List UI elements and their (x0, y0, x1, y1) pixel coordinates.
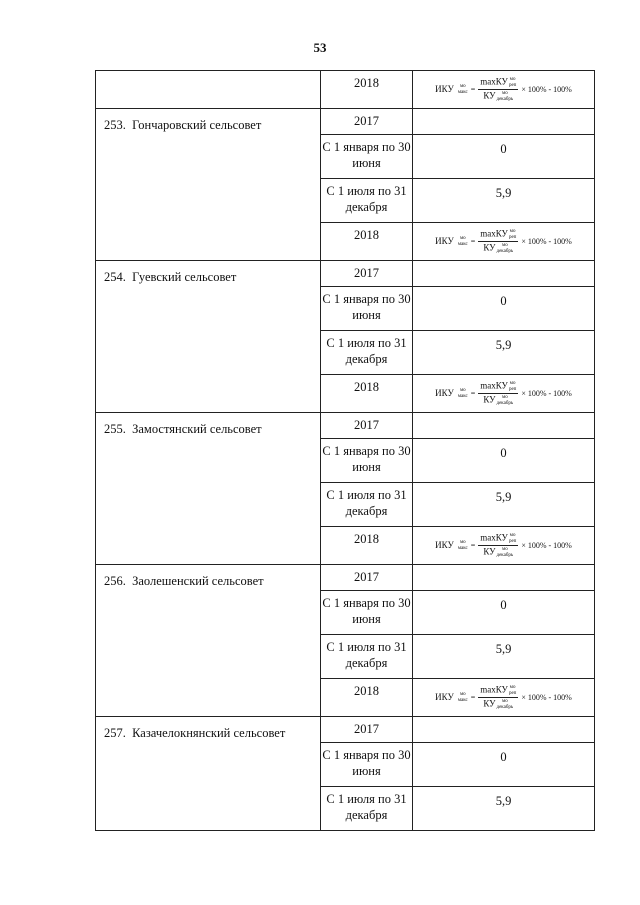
period-label: 2018 (354, 684, 379, 698)
formula-lhs-scripts (458, 540, 468, 551)
period-label: 2018 (354, 380, 379, 394)
formula-den-text: КУ (483, 242, 496, 253)
formula-lhs-scripts (458, 692, 468, 703)
formula-den-sup: мо (502, 699, 508, 704)
period-cell (321, 787, 413, 831)
formula-num-text: maxКУ (480, 684, 508, 695)
formula-den-sup: мо (502, 243, 508, 248)
formula-lhs-sup: мо (459, 692, 466, 697)
settlement-name: 257. Казачелокнянский сельсовет (104, 726, 286, 740)
empty-cell (413, 717, 595, 743)
formula-den-text: КУ (483, 698, 496, 709)
index-value-cell (413, 591, 595, 635)
index-value-cell (413, 483, 595, 527)
period-cell (321, 413, 413, 439)
formula-denominator (481, 546, 515, 558)
formula-lhs-sub: макс (457, 697, 468, 703)
index-value: 5,9 (495, 642, 512, 656)
formula-denominator (481, 698, 515, 710)
period-label: 2018 (354, 532, 379, 546)
period-label: 2018 (354, 76, 379, 90)
max-index-formula (435, 533, 572, 558)
index-value-cell (413, 635, 595, 679)
max-index-formula (435, 685, 572, 710)
formula-cell (413, 375, 595, 413)
formula-lhs-scripts (458, 388, 468, 399)
table-body (96, 71, 595, 831)
period-cell (321, 109, 413, 135)
formula-fraction (478, 685, 518, 710)
settlement-name: 254. Гуевский сельсовет (104, 270, 237, 284)
period-label: С 1 июля по 31 декабря (326, 792, 407, 822)
period-label: С 1 июля по 31 декабря (326, 488, 407, 518)
period-cell (321, 179, 413, 223)
index-value: 0 (500, 294, 507, 308)
period-label: С 1 января по 30 июня (322, 748, 411, 778)
index-value-cell (413, 787, 595, 831)
page-number: 53 (313, 40, 327, 55)
settlement-name-cell (96, 71, 321, 109)
formula-den-text: КУ (483, 394, 496, 405)
index-value-cell (413, 287, 595, 331)
formula-den-sup: мо (502, 91, 508, 96)
period-cell (321, 331, 413, 375)
formula-tail: × 100% - 100% (521, 236, 572, 246)
period-cell (321, 565, 413, 591)
empty-cell (413, 261, 595, 287)
period-cell (321, 261, 413, 287)
formula-numerator (478, 685, 518, 698)
period-cell (321, 375, 413, 413)
formula-den-scripts (497, 699, 514, 710)
formula-tail: × 100% - 100% (521, 540, 572, 550)
settlement-name-cell (96, 565, 321, 717)
formula-denominator (481, 394, 515, 406)
formula-equals: = (470, 236, 476, 246)
formula-equals: = (470, 84, 476, 94)
settlement-name: 256. Заолешенский сельсовет (104, 574, 264, 588)
formula-lhs: ИКУ (435, 236, 454, 246)
formula-numerator (478, 533, 518, 546)
formula-num-sub: реп (508, 386, 517, 392)
formula-den-text: КУ (483, 546, 496, 557)
index-value: 5,9 (495, 490, 512, 504)
index-value-cell (413, 439, 595, 483)
settlement-name-cell (96, 413, 321, 565)
empty-cell (413, 109, 595, 135)
formula-den-scripts (497, 395, 514, 406)
formula-equals: = (470, 388, 476, 398)
period-cell (321, 439, 413, 483)
formula-num-scripts (509, 77, 516, 88)
index-value-cell (413, 135, 595, 179)
index-value: 0 (500, 750, 507, 764)
formula-num-text: maxКУ (480, 228, 508, 239)
formula-cell (413, 223, 595, 261)
formula-num-scripts (509, 685, 516, 696)
formula-den-sup: мо (502, 547, 508, 552)
period-label: С 1 января по 30 июня (322, 596, 411, 626)
formula-den-sub: декабрь (496, 400, 514, 406)
formula-equals: = (470, 540, 476, 550)
formula-lhs: ИКУ (435, 388, 454, 398)
formula-num-scripts (509, 229, 516, 240)
period-cell (321, 135, 413, 179)
formula-den-sub: декабрь (496, 96, 514, 102)
formula-fraction (478, 381, 518, 406)
empty-cell (413, 565, 595, 591)
formula-lhs: ИКУ (435, 84, 454, 94)
period-cell (321, 635, 413, 679)
formula-den-scripts (497, 547, 514, 558)
formula-cell (413, 71, 595, 109)
formula-num-sup: мо (509, 381, 516, 386)
period-label: 2017 (354, 722, 379, 736)
index-value: 0 (500, 142, 507, 156)
empty-cell (413, 413, 595, 439)
formula-num-scripts (509, 533, 516, 544)
period-label: 2018 (354, 228, 379, 242)
period-cell (321, 287, 413, 331)
settlement-name-cell (96, 109, 321, 261)
period-label: С 1 июля по 31 декабря (326, 640, 407, 670)
period-label: 2017 (354, 570, 379, 584)
settlement-name-cell (96, 261, 321, 413)
tariff-table (95, 70, 595, 831)
index-value: 5,9 (495, 338, 512, 352)
period-label: 2017 (354, 266, 379, 280)
index-value-cell (413, 331, 595, 375)
formula-den-sub: декабрь (496, 552, 514, 558)
formula-den-sub: декабрь (496, 248, 514, 254)
formula-lhs-sup: мо (459, 540, 466, 545)
period-label: С 1 января по 30 июня (322, 140, 411, 170)
formula-num-text: maxКУ (480, 380, 508, 391)
period-label: С 1 января по 30 июня (322, 444, 411, 474)
formula-denominator (481, 90, 515, 102)
period-label: С 1 июля по 31 декабря (326, 336, 407, 366)
table-row (96, 413, 595, 439)
formula-num-sup: мо (509, 229, 516, 234)
formula-num-sub: реп (508, 690, 517, 696)
period-cell (321, 591, 413, 635)
formula-num-sub: реп (508, 234, 517, 240)
formula-numerator (478, 229, 518, 242)
formula-den-sup: мо (502, 395, 508, 400)
index-value: 5,9 (495, 186, 512, 200)
formula-lhs-sup: мо (459, 84, 466, 89)
formula-numerator (478, 77, 518, 90)
formula-num-sub: реп (508, 82, 517, 88)
period-label: С 1 января по 30 июня (322, 292, 411, 322)
settlement-name: 253. Гончаровский сельсовет (104, 118, 262, 132)
settlement-name-cell (96, 717, 321, 831)
index-value-cell (413, 179, 595, 223)
formula-num-sup: мо (509, 533, 516, 538)
formula-lhs-sup: мо (459, 388, 466, 393)
formula-lhs-scripts (458, 236, 468, 247)
formula-cell (413, 679, 595, 717)
period-label: С 1 июля по 31 декабря (326, 184, 407, 214)
formula-lhs-sub: макс (457, 545, 468, 551)
formula-num-sub: реп (508, 538, 517, 544)
max-index-formula (435, 229, 572, 254)
formula-num-text: maxКУ (480, 532, 508, 543)
formula-num-sup: мо (509, 77, 516, 82)
formula-lhs-sup: мо (459, 236, 466, 241)
formula-numerator (478, 381, 518, 394)
settlement-name: 255. Замостянский сельсовет (104, 422, 262, 436)
period-cell (321, 527, 413, 565)
formula-equals: = (470, 692, 476, 702)
formula-fraction (478, 77, 518, 102)
index-value-cell (413, 743, 595, 787)
formula-den-scripts (497, 91, 514, 102)
period-cell (321, 71, 413, 109)
formula-den-text: КУ (483, 90, 496, 101)
formula-lhs-sub: макс (457, 89, 468, 95)
period-cell (321, 743, 413, 787)
index-value: 0 (500, 446, 507, 460)
period-cell (321, 717, 413, 743)
index-value: 0 (500, 598, 507, 612)
table-row (96, 109, 595, 135)
table-row (96, 261, 595, 287)
formula-lhs-sub: макс (457, 241, 468, 247)
max-index-formula (435, 381, 572, 406)
formula-den-sub: декабрь (496, 704, 514, 710)
formula-fraction (478, 229, 518, 254)
formula-lhs-scripts (458, 84, 468, 95)
period-cell (321, 679, 413, 717)
table-row (96, 71, 595, 109)
formula-lhs: ИКУ (435, 692, 454, 702)
period-label: 2017 (354, 418, 379, 432)
formula-denominator (481, 242, 515, 254)
period-cell (321, 223, 413, 261)
formula-num-text: maxКУ (480, 76, 508, 87)
formula-lhs: ИКУ (435, 540, 454, 550)
formula-lhs-sub: макс (457, 393, 468, 399)
table-row (96, 717, 595, 743)
period-label: 2017 (354, 114, 379, 128)
table-row (96, 565, 595, 591)
formula-num-sup: мо (509, 685, 516, 690)
formula-den-scripts (497, 243, 514, 254)
index-value: 5,9 (495, 794, 512, 808)
formula-num-scripts (509, 381, 516, 392)
max-index-formula (435, 77, 572, 102)
formula-fraction (478, 533, 518, 558)
formula-tail: × 100% - 100% (521, 388, 572, 398)
formula-cell (413, 527, 595, 565)
formula-tail: × 100% - 100% (521, 84, 572, 94)
period-cell (321, 483, 413, 527)
formula-tail: × 100% - 100% (521, 692, 572, 702)
